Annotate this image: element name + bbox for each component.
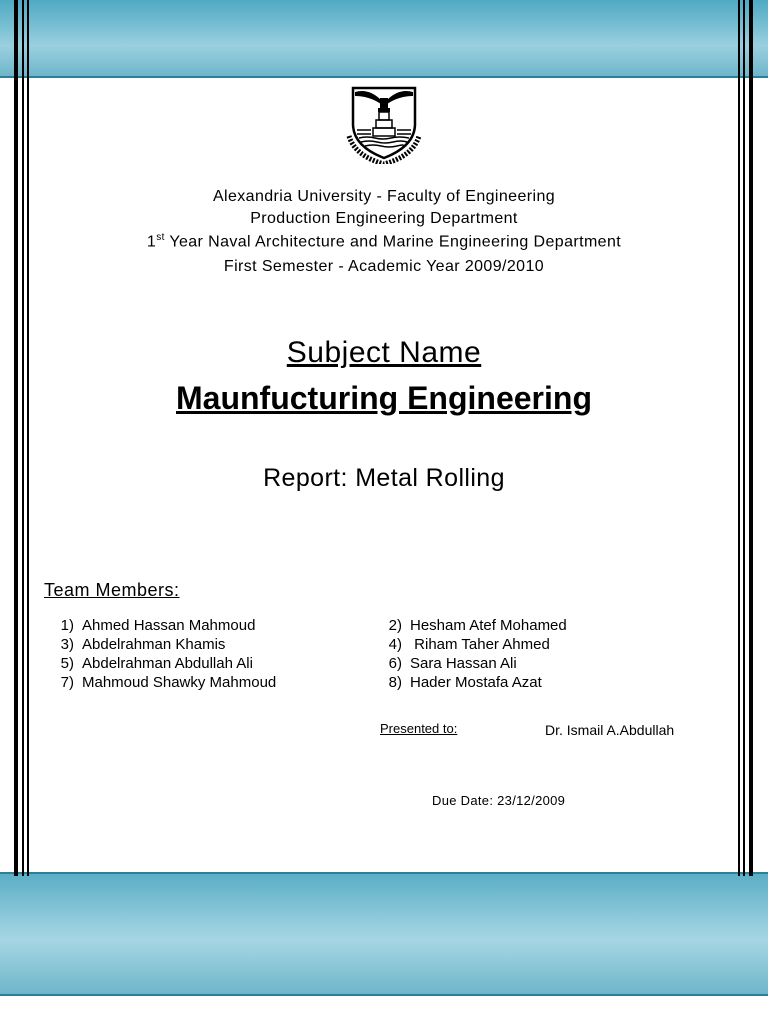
team-member: 4) Riham Taher Ahmed bbox=[388, 636, 550, 653]
year-line: 1st Year Naval Architecture and Marine Engineering Department bbox=[146, 232, 622, 251]
left-border-thin bbox=[22, 0, 24, 876]
university-line: Alexandria University - Faculty of Engineering bbox=[212, 188, 556, 205]
right-border-thin bbox=[738, 0, 740, 876]
top-banner bbox=[0, 0, 768, 78]
team-members-heading: Team Members: bbox=[44, 580, 180, 600]
due-date: Due Date: 23/12/2009 bbox=[432, 793, 566, 808]
right-border-thick bbox=[749, 0, 753, 876]
alexandria-university-emblem-icon bbox=[345, 84, 423, 164]
department-line: Production Engineering Department bbox=[250, 210, 518, 227]
bottom-banner bbox=[0, 872, 768, 996]
subject-label: Subject Name bbox=[286, 336, 482, 369]
presented-to-label: Presented to: bbox=[380, 721, 458, 736]
team-member: 2) Hesham Atef Mohamed bbox=[388, 617, 567, 634]
team-member: 6) Sara Hassan Ali bbox=[388, 655, 517, 672]
right-border-thin bbox=[743, 0, 745, 876]
report-title: Report: Metal Rolling bbox=[263, 464, 505, 492]
course-title: Maunfucturing Engineering bbox=[176, 380, 592, 416]
left-border-thick bbox=[14, 0, 18, 876]
team-member: 5) Abdelrahman Abdullah Ali bbox=[60, 655, 253, 672]
semester-line: First Semester - Academic Year 2009/2010 bbox=[223, 258, 545, 275]
team-member: 1) Ahmed Hassan Mahmoud bbox=[60, 617, 256, 634]
team-member: 7) Mahmoud Shawky Mahmoud bbox=[60, 674, 277, 691]
team-member: 3) Abdelrahman Khamis bbox=[60, 636, 226, 653]
team-member: 8) Hader Mostafa Azat bbox=[388, 674, 542, 691]
presented-to-name: Dr. Ismail A.Abdullah bbox=[545, 722, 675, 738]
left-border-thin bbox=[27, 0, 29, 876]
